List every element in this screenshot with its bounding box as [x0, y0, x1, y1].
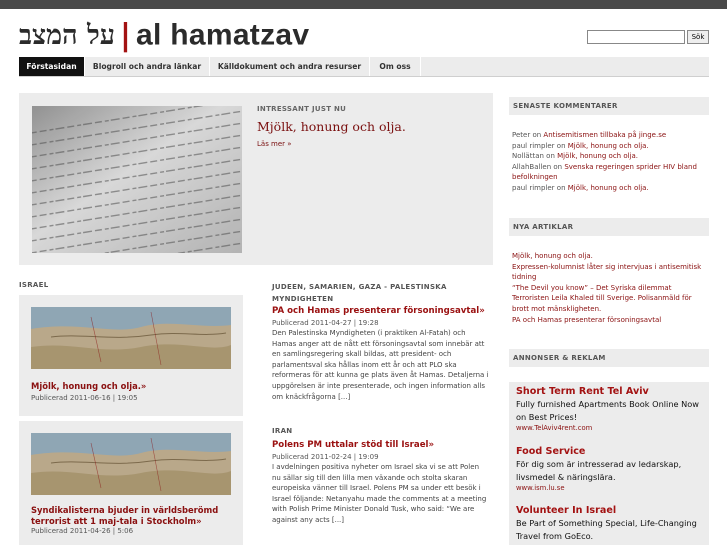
ads-heading: ANNONSER & REKLAM — [509, 349, 709, 367]
comment-on: on — [532, 131, 542, 139]
post-title-link[interactable]: Polens PM uttalar stöd till Israel» — [272, 440, 435, 450]
nav-item-om-oss[interactable]: Om oss — [370, 57, 421, 76]
comment-author: Peter — [512, 131, 531, 139]
logo-hebrew-text: על המצב — [19, 20, 116, 51]
comment-post-link[interactable]: Mjölk, honung och olja. — [557, 152, 639, 161]
search-input[interactable] — [587, 30, 685, 44]
featured-panel — [19, 93, 493, 265]
category-label-israel: ISRAEL — [19, 281, 49, 289]
site-logo[interactable] — [19, 18, 309, 54]
ad-text: För dig som är intresserad av ledarskap, livsmedel & näringslära. — [516, 459, 682, 482]
comment-item — [512, 183, 708, 194]
main-nav — [19, 57, 709, 77]
comment-author: AllahBallen — [512, 162, 552, 171]
search-button[interactable]: Sök — [687, 30, 709, 44]
logo-latin-text: al hamatzav — [135, 18, 310, 52]
ad-item — [516, 504, 704, 542]
comment-on: on — [553, 162, 563, 171]
nav-item-forstasidan[interactable]: Förstasidan — [19, 57, 85, 76]
card-meta: Publicerad 2011-06-16 | 19:05 — [31, 394, 138, 402]
article-link[interactable]: “The Devil you know” – Det Syriska dilemmat — [512, 283, 672, 292]
post-meta: Publicerad 2011-02-24 | 19:09 — [272, 453, 379, 461]
israel-card-2 — [19, 421, 243, 545]
comment-author: paul rimpler — [512, 141, 555, 150]
post-excerpt: Den Palestinska Myndigheten (i praktiken Al-Fatah) och Hamas anger att de nått ett försoningsavtal som innebär att en samlingsregering skall bildas, att president- och parlamentsval ska hållas inom ett år och att PLO ska reformeras för att kunna ge plats även åt Hamas. Detaljerna i uppgörelsen är inte presenterade, och ingen information alls om knäckfrågorna [...] — [272, 329, 489, 401]
comment-post-link[interactable]: Antisemitismen tillbaka på jinge.se — [543, 131, 667, 139]
ad-text: Be Part of Something Special, Life-Changing Travel from GoEco. — [516, 518, 697, 541]
recent-comments-heading: SENASTE KOMMENTARER — [509, 97, 709, 115]
nav-item-kalldokument[interactable]: Källdokument och andra resurser — [210, 57, 370, 76]
comment-post-link[interactable]: Mjölk, honung och olja. — [567, 141, 649, 150]
comment-on: on — [546, 152, 555, 161]
comment-item — [512, 151, 708, 162]
new-articles-heading: NYA ARTIKLAR — [509, 218, 709, 236]
comment-item — [512, 141, 708, 152]
comment-item — [512, 162, 708, 183]
featured-title-link[interactable]: Mjölk, honung och olja. — [257, 119, 406, 134]
ad-title-link[interactable]: Short Term Rent Tel Aviv — [516, 386, 649, 397]
featured-book-image[interactable] — [32, 106, 242, 253]
nav-item-blogroll[interactable]: Blogroll och andra länkar — [85, 57, 210, 76]
category-label-iran: IRAN — [272, 427, 293, 435]
card-meta: Publicerad 2011-04-26 | 5:06 — [31, 527, 134, 535]
post-1 — [272, 306, 490, 402]
category-label-judeen: JUDEEN, SAMARIEN, GAZA - PALESTINSKA MYNDIGHETEN — [272, 283, 447, 303]
comment-author: paul rimpler — [512, 183, 555, 192]
israel-card-1 — [19, 295, 243, 416]
map-thumbnail-1[interactable] — [31, 307, 231, 369]
ad-url-link[interactable]: www.TelAviv4rent.com — [516, 424, 593, 432]
ad-item — [516, 385, 704, 433]
article-link[interactable]: Expressen-kolumnist låter sig intervjuas i antisemitisk tidning — [512, 262, 702, 282]
comment-author: Nollättan — [512, 152, 544, 161]
ad-url-link[interactable]: www.ism.lu.se — [516, 484, 565, 492]
ad-title-link[interactable]: Volunteer In Israel — [516, 505, 617, 516]
ad-item — [516, 445, 704, 493]
comment-post-link[interactable]: Svenska regeringen sprider HIV bland befolkningen — [512, 162, 697, 182]
logo-separator: | — [120, 18, 131, 53]
comment-on: on — [556, 141, 566, 150]
post-excerpt: I avdelningen positiva nyheter om Israel ska vi se att Polen nu sällar sig till den lilla men växande och stolta skaran europeiska vänner till Israel. Polens PM sa under ett besök i Israel följande: Netanyahu made the comments at a meeting with Polish Prime Minister Donald Tusk, who said: “We are against any acts [...] — [272, 463, 487, 524]
card-title-link[interactable]: Syndikalisterna bjuder in världsberömd terrorist att 1 maj-tala i Stockholm» — [31, 505, 219, 526]
featured-kicker: INTRESSANT JUST NU — [257, 105, 347, 113]
top-bar — [0, 0, 727, 9]
article-link[interactable]: PA och Hamas presenterar försoningsavtal — [512, 315, 662, 324]
post-2 — [272, 440, 490, 526]
new-articles-list — [512, 251, 708, 325]
ad-title-link[interactable]: Food Service — [516, 446, 586, 457]
comment-on: on — [556, 183, 566, 192]
ad-text: Fully furnished Apartments Book Online Now on Best Prices! — [516, 399, 699, 422]
article-link[interactable]: Terroristen Leila Khaled till Sverige. Polisanmäld för brott mot mänskligheten. — [512, 294, 692, 313]
read-more-link[interactable]: Läs mer » — [257, 140, 292, 148]
recent-comments-list — [512, 130, 708, 194]
post-title-link[interactable]: PA och Hamas presenterar försoningsavtal» — [272, 306, 485, 316]
map-thumbnail-2[interactable] — [31, 433, 231, 495]
article-link[interactable]: Mjölk, honung och olja. — [512, 252, 593, 260]
post-meta: Publicerad 2011-04-27 | 19:28 — [272, 319, 379, 327]
ads-box — [509, 382, 709, 545]
card-title-link[interactable]: Mjölk, honung och olja.» — [31, 381, 147, 391]
comment-post-link[interactable]: Mjölk, honung och olja. — [567, 183, 649, 192]
comment-item — [512, 130, 708, 141]
